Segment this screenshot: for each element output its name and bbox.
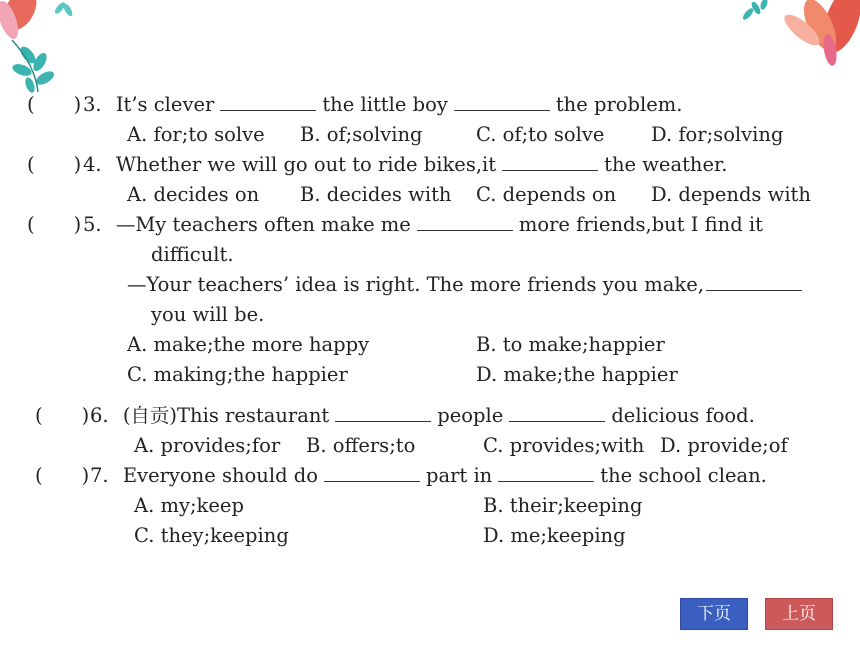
option-d[interactable]: D. depends with bbox=[651, 183, 811, 206]
option-c[interactable]: C. they;keeping bbox=[134, 524, 289, 547]
question-number: 7. bbox=[90, 464, 109, 487]
option-b[interactable]: B. to make;happier bbox=[476, 333, 665, 356]
option-c[interactable]: C. provides;with bbox=[483, 434, 645, 457]
stem-text: difficult. bbox=[151, 243, 234, 266]
option-d[interactable]: D. me;keeping bbox=[483, 524, 626, 547]
answer-bracket[interactable]: ( ) bbox=[35, 404, 90, 427]
option-d[interactable]: D. provide;of bbox=[660, 434, 788, 457]
option-d[interactable]: D. make;the happier bbox=[476, 363, 678, 386]
option-a[interactable]: A. make;the more happy bbox=[127, 333, 370, 356]
answer-blank[interactable] bbox=[417, 210, 513, 231]
option-c[interactable]: C. of;to solve bbox=[476, 123, 605, 146]
stem-text: —My teachers often make me bbox=[115, 213, 411, 236]
leaf-decoration-left-icon bbox=[0, 0, 90, 95]
option-a[interactable]: A. my;keep bbox=[134, 494, 244, 517]
stem-text: the problem. bbox=[555, 93, 683, 116]
stem-text: Everyone should do bbox=[122, 464, 318, 487]
answer-blank[interactable] bbox=[706, 270, 802, 291]
option-c[interactable]: C. depends on bbox=[476, 183, 617, 206]
question-stem bbox=[83, 150, 727, 180]
stem-text: the weather. bbox=[604, 153, 728, 176]
answer-bracket[interactable]: ( ) bbox=[35, 464, 90, 487]
question-number: 6. bbox=[90, 404, 109, 427]
answer-blank[interactable] bbox=[220, 90, 316, 111]
option-b[interactable]: B. of;solving bbox=[300, 123, 423, 146]
stem-text: more friends,but I find it bbox=[518, 213, 763, 236]
option-b[interactable]: B. decides with bbox=[300, 183, 452, 206]
option-a[interactable]: A. decides on bbox=[127, 183, 260, 206]
leaf-decoration-right-icon bbox=[730, 0, 860, 75]
answer-blank[interactable] bbox=[502, 150, 598, 171]
question-stem bbox=[90, 461, 767, 491]
answer-blank[interactable] bbox=[498, 461, 594, 482]
option-b[interactable]: B. their;keeping bbox=[483, 494, 643, 517]
stem-text: (自贡)This restaurant bbox=[122, 404, 330, 427]
stem-text: the school clean. bbox=[600, 464, 767, 487]
answer-bracket[interactable]: ( ) bbox=[27, 153, 82, 176]
next-page-button[interactable]: 下页 bbox=[680, 598, 748, 630]
answer-blank[interactable] bbox=[454, 90, 550, 111]
stem-text: delicious food. bbox=[611, 404, 755, 427]
answer-blank[interactable] bbox=[335, 401, 431, 422]
option-a[interactable]: A. provides;for bbox=[134, 434, 281, 457]
previous-page-button[interactable]: 上页 bbox=[765, 598, 833, 630]
question-stem bbox=[83, 90, 682, 120]
answer-bracket[interactable]: ( ) bbox=[27, 93, 82, 116]
answer-blank[interactable] bbox=[324, 461, 420, 482]
answer-bracket[interactable]: ( ) bbox=[27, 213, 82, 236]
stem-text: —Your teachers’ idea is right. The more friends you make, bbox=[127, 273, 704, 296]
stem-text: part in bbox=[425, 464, 493, 487]
option-d[interactable]: D. for;solving bbox=[651, 123, 784, 146]
question-stem bbox=[83, 210, 763, 240]
option-b[interactable]: B. offers;to bbox=[306, 434, 416, 457]
stem-text: the little boy bbox=[322, 93, 448, 116]
question-number: 3. bbox=[83, 93, 102, 116]
question-number: 5. bbox=[83, 213, 102, 236]
stem-text: It’s clever bbox=[115, 93, 215, 116]
option-a[interactable]: A. for;to solve bbox=[127, 123, 265, 146]
stem-text bbox=[127, 270, 808, 300]
option-c[interactable]: C. making;the happier bbox=[127, 363, 348, 386]
question-stem bbox=[90, 401, 755, 431]
stem-text: Whether we will go out to ride bikes,it bbox=[115, 153, 497, 176]
stem-text: you will be. bbox=[151, 303, 265, 326]
stem-text: people bbox=[437, 404, 504, 427]
question-number: 4. bbox=[83, 153, 102, 176]
answer-blank[interactable] bbox=[509, 401, 605, 422]
